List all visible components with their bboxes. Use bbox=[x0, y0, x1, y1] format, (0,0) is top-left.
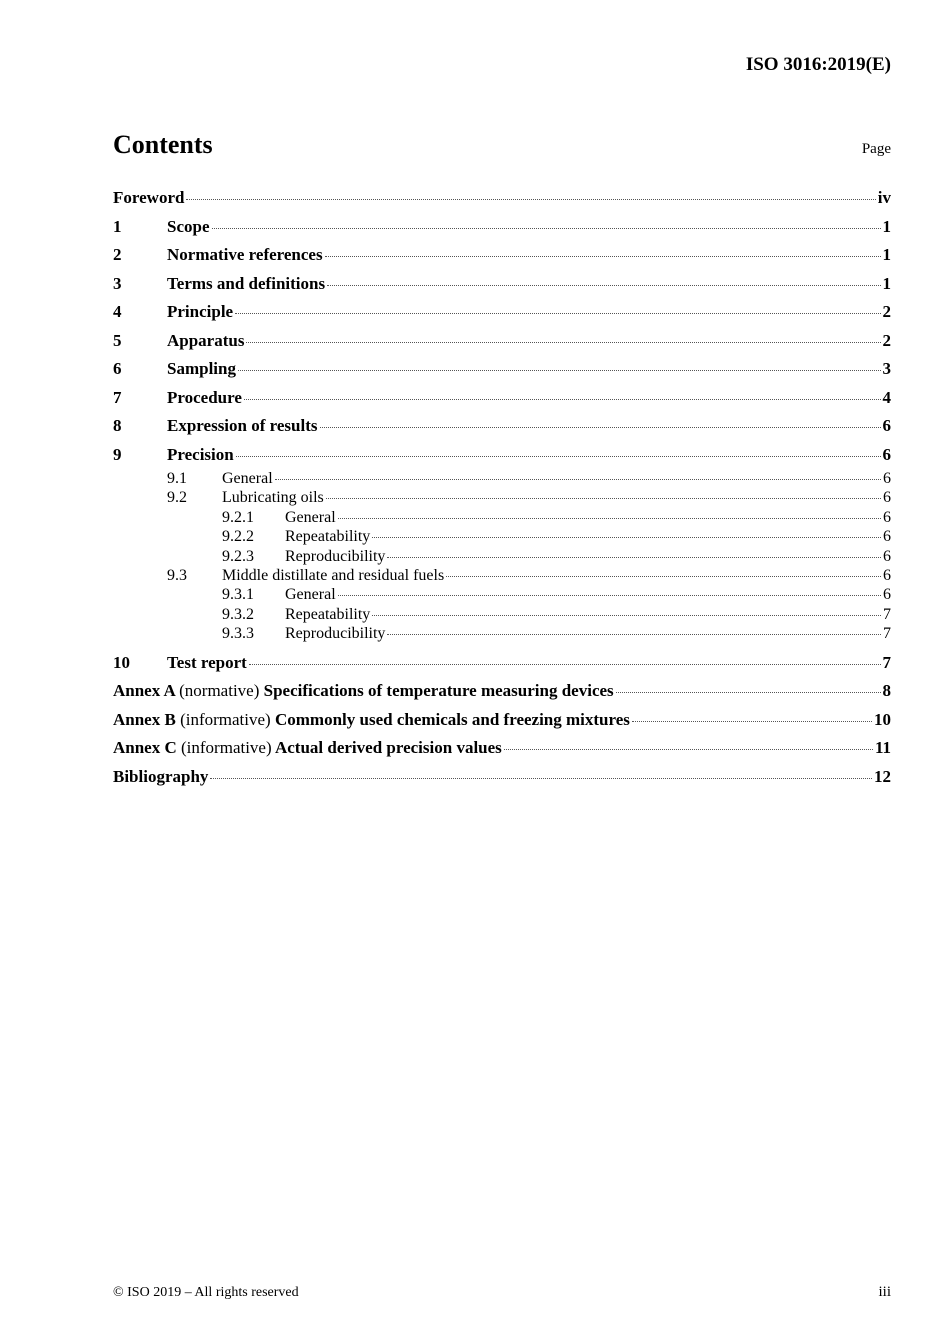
toc-entry-title: Expression of results bbox=[167, 416, 318, 435]
toc-entry-scope[interactable] bbox=[113, 213, 891, 242]
document-id: ISO 3016:2019(E) bbox=[745, 54, 891, 75]
toc-entry-title: Normative references bbox=[167, 245, 323, 264]
toc-entry-number: 9.2.2 bbox=[222, 528, 254, 546]
toc-entry-foreword[interactable] bbox=[113, 184, 891, 213]
toc-entry-number: 4 bbox=[113, 302, 122, 321]
leader-dots bbox=[246, 342, 880, 343]
leader-dots bbox=[446, 576, 881, 577]
toc-entry-annex-a[interactable] bbox=[113, 677, 891, 706]
toc-entry-page: 6 bbox=[883, 547, 891, 565]
copyright-notice: © ISO 2019 – All rights reserved bbox=[113, 1285, 299, 1300]
toc-entry-9-3-2-repeatability[interactable] bbox=[113, 605, 891, 624]
annex-title: Specifications of temperature measuring devices bbox=[263, 681, 614, 701]
annex-type: (informative) bbox=[180, 709, 271, 729]
toc-entry-number: 9.3.1 bbox=[222, 586, 254, 604]
toc-entry-9-2-2-repeatability[interactable] bbox=[113, 527, 891, 546]
toc-entry-test-report[interactable] bbox=[113, 649, 891, 678]
annex-label: Annex C bbox=[113, 738, 177, 758]
toc-entry-title: Test report bbox=[167, 652, 247, 672]
toc-entry-number: 10 bbox=[113, 652, 130, 672]
toc-entry-title: Terms and definitions bbox=[167, 273, 326, 293]
toc-entry-9-3-middle-distillate[interactable] bbox=[113, 566, 891, 585]
leader-dots bbox=[320, 427, 881, 428]
toc-entry-bibliography[interactable] bbox=[113, 763, 891, 792]
toc-entry-title: General bbox=[285, 586, 336, 604]
toc-entry-page: 1 bbox=[882, 216, 891, 236]
page-number: iii bbox=[878, 1284, 891, 1300]
toc-entry-page: 6 bbox=[883, 528, 891, 546]
toc-entry-title: Scope bbox=[167, 216, 210, 236]
toc-entry-page: 6 bbox=[883, 508, 891, 526]
leader-dots bbox=[236, 456, 881, 457]
leader-dots bbox=[338, 595, 881, 596]
toc-entry-annex-b[interactable] bbox=[113, 706, 891, 735]
toc-entry-9-3-1-general[interactable] bbox=[113, 585, 891, 604]
toc-entry-title: Lubricating oils bbox=[222, 489, 324, 507]
toc-entry-precision[interactable] bbox=[113, 441, 891, 470]
toc-entry-number: 9 bbox=[113, 444, 122, 464]
toc-entry-normative-references[interactable] bbox=[113, 241, 891, 270]
leader-dots bbox=[372, 537, 881, 538]
toc-entry-page: 2 bbox=[882, 330, 891, 350]
toc-entry-title: Repeatability bbox=[285, 528, 371, 546]
toc-entry-title: Reproducibility bbox=[285, 625, 386, 643]
toc-entry-number: 9.3.2 bbox=[222, 605, 254, 623]
page-column-label: Page bbox=[861, 141, 891, 157]
toc-entry-title: Foreword bbox=[113, 188, 185, 207]
toc-entry-page: 3 bbox=[882, 359, 891, 378]
toc-entry-number: 1 bbox=[113, 216, 122, 236]
toc-entry-page: 6 bbox=[883, 470, 891, 487]
toc-entry-terms-and-definitions[interactable] bbox=[113, 270, 891, 299]
annex-title: Commonly used chemicals and freezing mixtures bbox=[274, 709, 630, 729]
toc-entry-number: 9.3 bbox=[167, 566, 187, 584]
toc-entry-annex-c[interactable] bbox=[113, 734, 891, 763]
toc-entry-number: 9.2 bbox=[167, 489, 187, 507]
toc-entry-9-2-1-general[interactable] bbox=[113, 508, 891, 527]
leader-dots bbox=[249, 664, 881, 665]
leader-dots bbox=[616, 692, 881, 693]
leader-dots bbox=[387, 634, 881, 635]
toc-entry-page: 7 bbox=[882, 652, 891, 672]
toc-entry-number: 3 bbox=[113, 273, 122, 293]
leader-dots bbox=[244, 399, 881, 400]
toc-entry-page: 11 bbox=[874, 738, 891, 758]
annex-heading bbox=[113, 706, 630, 735]
leader-dots bbox=[326, 498, 881, 499]
toc-entry-page: 6 bbox=[883, 586, 891, 604]
leader-dots bbox=[338, 518, 881, 519]
leader-dots bbox=[235, 313, 880, 314]
toc-entry-page: 7 bbox=[883, 605, 891, 623]
toc-entry-title: Middle distillate and residual fuels bbox=[222, 566, 445, 584]
toc-entry-page: 12 bbox=[874, 766, 891, 786]
toc-entry-number: 6 bbox=[113, 359, 122, 378]
annex-heading bbox=[113, 734, 502, 763]
leader-dots bbox=[210, 778, 872, 779]
toc-entry-title: Sampling bbox=[167, 359, 236, 378]
toc-entry-title: Apparatus bbox=[167, 330, 245, 350]
annex-heading bbox=[113, 677, 614, 706]
toc-entry-9-1-general[interactable] bbox=[113, 469, 891, 488]
toc-entry-9-2-3-reproducibility[interactable] bbox=[113, 547, 891, 566]
toc-entry-number: 8 bbox=[113, 416, 122, 435]
toc-entry-page: 2 bbox=[882, 302, 891, 321]
toc-entry-title: Bibliography bbox=[113, 766, 209, 786]
toc-entry-page: 1 bbox=[882, 245, 891, 264]
toc-entry-page: 7 bbox=[883, 625, 891, 643]
toc-entry-title: Principle bbox=[167, 302, 234, 321]
toc-entry-page: 6 bbox=[883, 566, 891, 584]
toc-entry-number: 5 bbox=[113, 330, 122, 350]
page-title: Contents bbox=[113, 130, 213, 159]
toc-entry-title: General bbox=[222, 470, 273, 487]
leader-dots bbox=[238, 370, 881, 371]
leader-dots bbox=[275, 479, 881, 480]
toc-entry-page: 10 bbox=[874, 709, 891, 729]
toc-entry-title: Repeatability bbox=[285, 605, 371, 623]
toc-entry-number: 9.2.1 bbox=[222, 508, 254, 526]
annex-label: Annex A bbox=[113, 681, 175, 701]
leader-dots bbox=[212, 228, 881, 229]
toc-entry-page: 4 bbox=[882, 387, 891, 407]
leader-dots bbox=[372, 615, 881, 616]
toc-entry-title: Procedure bbox=[167, 387, 242, 407]
annex-title: Actual derived precision values bbox=[274, 738, 502, 758]
toc-entry-number: 9.2.3 bbox=[222, 547, 254, 565]
toc-entry-number: 7 bbox=[113, 387, 122, 407]
toc-entry-procedure[interactable] bbox=[113, 384, 891, 413]
toc-entry-sampling[interactable] bbox=[113, 355, 891, 384]
toc-entry-page: 6 bbox=[882, 444, 891, 464]
leader-dots bbox=[325, 256, 881, 257]
toc-entry-page: 1 bbox=[882, 273, 891, 293]
toc-entry-9-2-lubricating-oils[interactable] bbox=[113, 488, 891, 507]
leader-dots bbox=[504, 749, 873, 750]
toc-entry-page: 8 bbox=[882, 681, 891, 701]
annex-label: Annex B bbox=[113, 709, 176, 729]
toc-entry-page: 6 bbox=[882, 416, 891, 435]
toc-entry-principle[interactable] bbox=[113, 298, 891, 327]
toc-entry-number: 9.3.3 bbox=[222, 625, 254, 643]
leader-dots bbox=[387, 557, 881, 558]
toc-entry-expression-of-results[interactable] bbox=[113, 412, 891, 441]
annex-type: (informative) bbox=[181, 738, 272, 758]
toc-entry-apparatus[interactable] bbox=[113, 327, 891, 356]
annex-type: (normative) bbox=[179, 681, 260, 701]
leader-dots bbox=[186, 199, 875, 200]
leader-dots bbox=[632, 721, 872, 722]
toc-entry-number: 9.1 bbox=[167, 470, 187, 487]
toc-entry-title: Reproducibility bbox=[285, 547, 386, 565]
toc-entry-page: iv bbox=[877, 188, 891, 207]
leader-dots bbox=[327, 285, 880, 286]
toc-entry-9-3-3-reproducibility[interactable] bbox=[113, 624, 891, 643]
toc-entry-title: General bbox=[285, 508, 336, 526]
toc-entry-number: 2 bbox=[113, 245, 122, 264]
toc-entry-page: 6 bbox=[883, 489, 891, 507]
table-of-contents bbox=[113, 184, 891, 791]
toc-entry-title: Precision bbox=[167, 444, 234, 464]
